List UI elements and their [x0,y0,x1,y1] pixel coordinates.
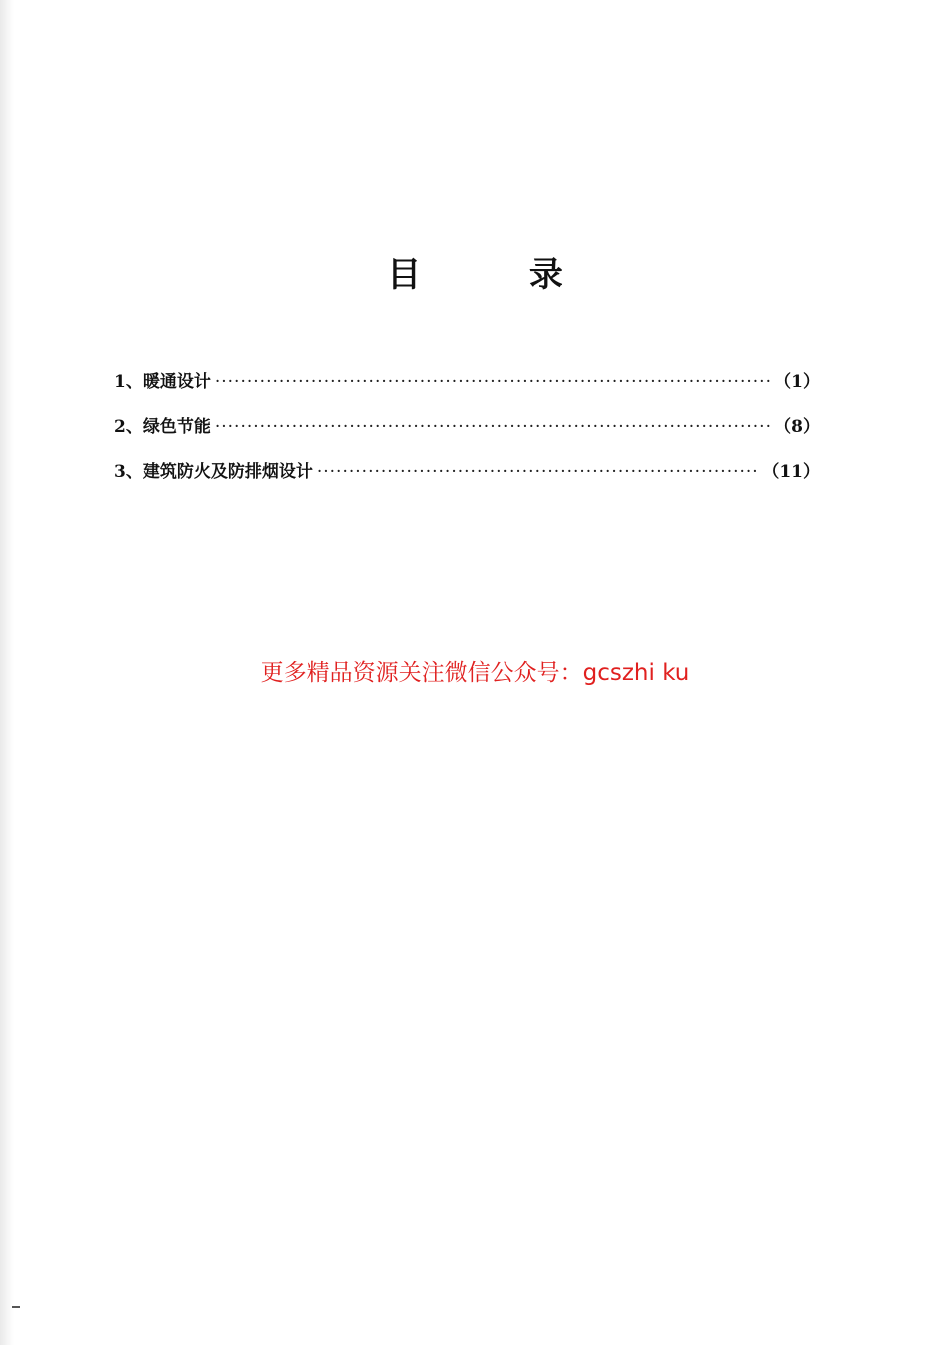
toc-entry-page: （8） [774,417,820,437]
toc-entry-label: 暖通设计 [142,372,211,392]
dot-leader [215,413,770,441]
dot-leader [317,458,758,486]
table-of-contents [114,368,820,503]
toc-entry-number: 2、 [114,417,143,437]
toc-entry-number: 1、 [114,372,143,392]
toc-entry-label: 建筑防火及防排烟设计 [142,462,313,482]
toc-entry-label: 绿色节能 [142,417,211,437]
toc-entry-fire-protection[interactable] [114,458,820,503]
promo-notice: 更多精品资源关注微信公众号：gcszhi ku [260,660,690,686]
toc-entry-number: 3、 [114,462,143,482]
toc-entry-hvac-design[interactable] [114,368,820,413]
dot-leader [215,368,770,396]
toc-entry-page: （1） [774,372,820,392]
toc-entry-green-energy[interactable] [114,413,820,458]
page-title: 目 录 [387,255,611,295]
toc-entry-page: （11） [762,462,820,482]
scan-mark [12,1306,20,1308]
